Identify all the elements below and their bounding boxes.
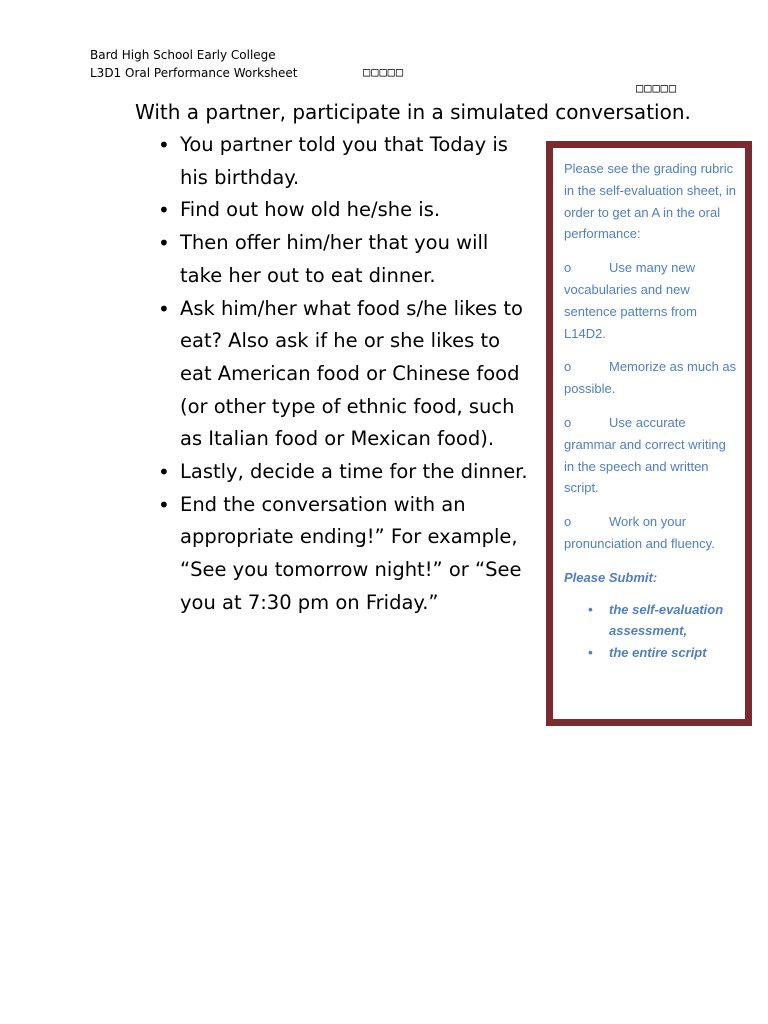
rubric-tip (564, 356, 737, 400)
task-item: • Then offer him/her that you will take her out to eat dinner. (158, 227, 528, 292)
worksheet-title: L3D1 Oral Performance Worksheet (90, 66, 298, 80)
tip-text: Work on your pronunciation and fluency. (564, 514, 715, 551)
school-name: Bard High School Early College (90, 48, 276, 62)
tip-text: Memorize as much as possible. (564, 359, 737, 397)
submit-item: • the self-evaluation assessment, (588, 599, 737, 643)
tip-marker: o (564, 514, 572, 530)
task-item: • Ask him/her what food s/he likes to eat? Also ask if he or she likes to eat American food or Chinese food (or other type of ethnic food, such as Italian food or Mexican food). (158, 293, 528, 457)
tip-marker: o (564, 359, 572, 375)
tip-text: Use accurate grammar and correct writing in the speech and written script. (564, 414, 726, 496)
rubric-tip (564, 257, 737, 344)
rubric-tip (564, 412, 737, 499)
submit-heading: Please Submit: (564, 569, 658, 585)
missing-glyphs-1: □□□□□ (363, 65, 405, 79)
instructions-heading: With a partner, participate in a simulated conversation. (135, 100, 691, 124)
tip-marker: o (564, 260, 572, 276)
task-list (158, 129, 528, 620)
task-item: • Find out how old he/she is. (158, 194, 528, 227)
missing-glyphs-2: □□□□□ (636, 81, 678, 95)
submit-item: • the entire script (588, 642, 737, 664)
rubric-intro: Please see the grading rubric in the self-evaluation sheet, in order to get an A in the oral performance: (564, 161, 736, 242)
tip-text: Use many new vocabularies and new sentence patterns from L14D2. (564, 260, 697, 341)
task-item: • Lastly, decide a time for the dinner. (158, 456, 528, 489)
submit-list (564, 599, 737, 664)
task-item: • You partner told you that Today is his birthday. (158, 129, 528, 194)
rubric-tip (564, 511, 737, 555)
grading-rubric-box (546, 141, 752, 726)
tip-marker: o (564, 414, 572, 430)
task-item: • End the conversation with an appropriate ending!” For example, “See you tomorrow night!” or “See you at 7:30 pm on Friday.” (158, 489, 528, 620)
